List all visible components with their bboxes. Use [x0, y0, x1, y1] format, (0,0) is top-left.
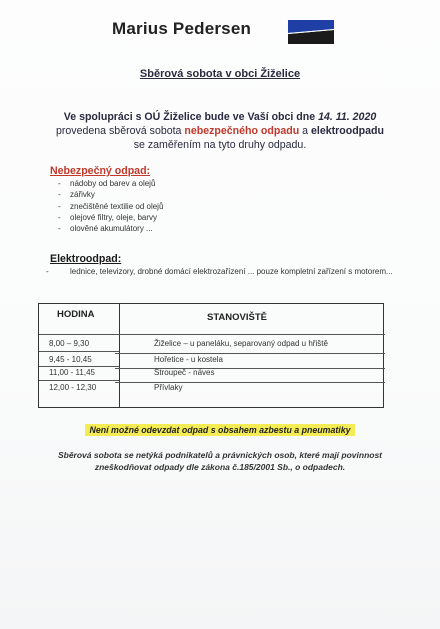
hazardous-list [58, 178, 163, 234]
warning-note: Není možné odevzdat odpad s obsahem azbestu a pneumatiky [0, 420, 440, 438]
company-logo-icon [288, 20, 334, 44]
list-item: - olověné akumulátory ... [58, 223, 163, 234]
schedule-table [38, 303, 384, 408]
company-name: Marius Pedersen [112, 19, 252, 38]
column-header-place: STANOVIŠTĚ [207, 312, 267, 323]
electro-list [58, 266, 398, 277]
list-item: - olejové filtry, oleje, barvy [58, 212, 163, 223]
table-row: 12,00 - 12,30 Přívlaky [49, 383, 183, 392]
list-item: - znečištěné textilie od olejů [58, 201, 163, 212]
intro-paragraph: Ve spolupráci s OÚ Žiželice bude ve Vaší obci dne 14. 11. 2020 provedena sběrová sobota nebezpečného odpadu a elektroodpadu se zaměřením na tyto druhy odpadu. [56, 111, 384, 151]
column-header-time: HODINA [57, 309, 95, 320]
electro-heading: Elektroodpad: [50, 253, 122, 265]
row-divider [39, 351, 119, 352]
list-item: - zářivky [58, 189, 163, 200]
row-divider [39, 334, 119, 335]
table-row: 11,00 - 11,45 Stroupeč - náves [49, 368, 215, 377]
list-item: - nádoby od barev a olejů [58, 178, 163, 189]
table-row: 9,45 - 10,45 Hořetice - u kostela [49, 355, 223, 364]
table-row: 8,00 – 9,30 Žiželice – u paneláku, separovaný odpad u hřiště [49, 339, 328, 348]
row-divider [115, 334, 385, 335]
hazardous-heading: Nebezpečný odpad: [50, 165, 151, 177]
footer-text: Sběrová sobota se netýká podnikatelů a právnických osob, které mají povinnost zneškodňovat odpady dle zákona č.185/2001 Sb., o odpadech. [57, 450, 383, 472]
document-title: Sběrová sobota v obci Žiželice [139, 68, 301, 80]
list-item: - lednice, televizory, drobné domácí elektrozařízení ... pouze kompletní zařízení s motorem... [58, 266, 398, 277]
